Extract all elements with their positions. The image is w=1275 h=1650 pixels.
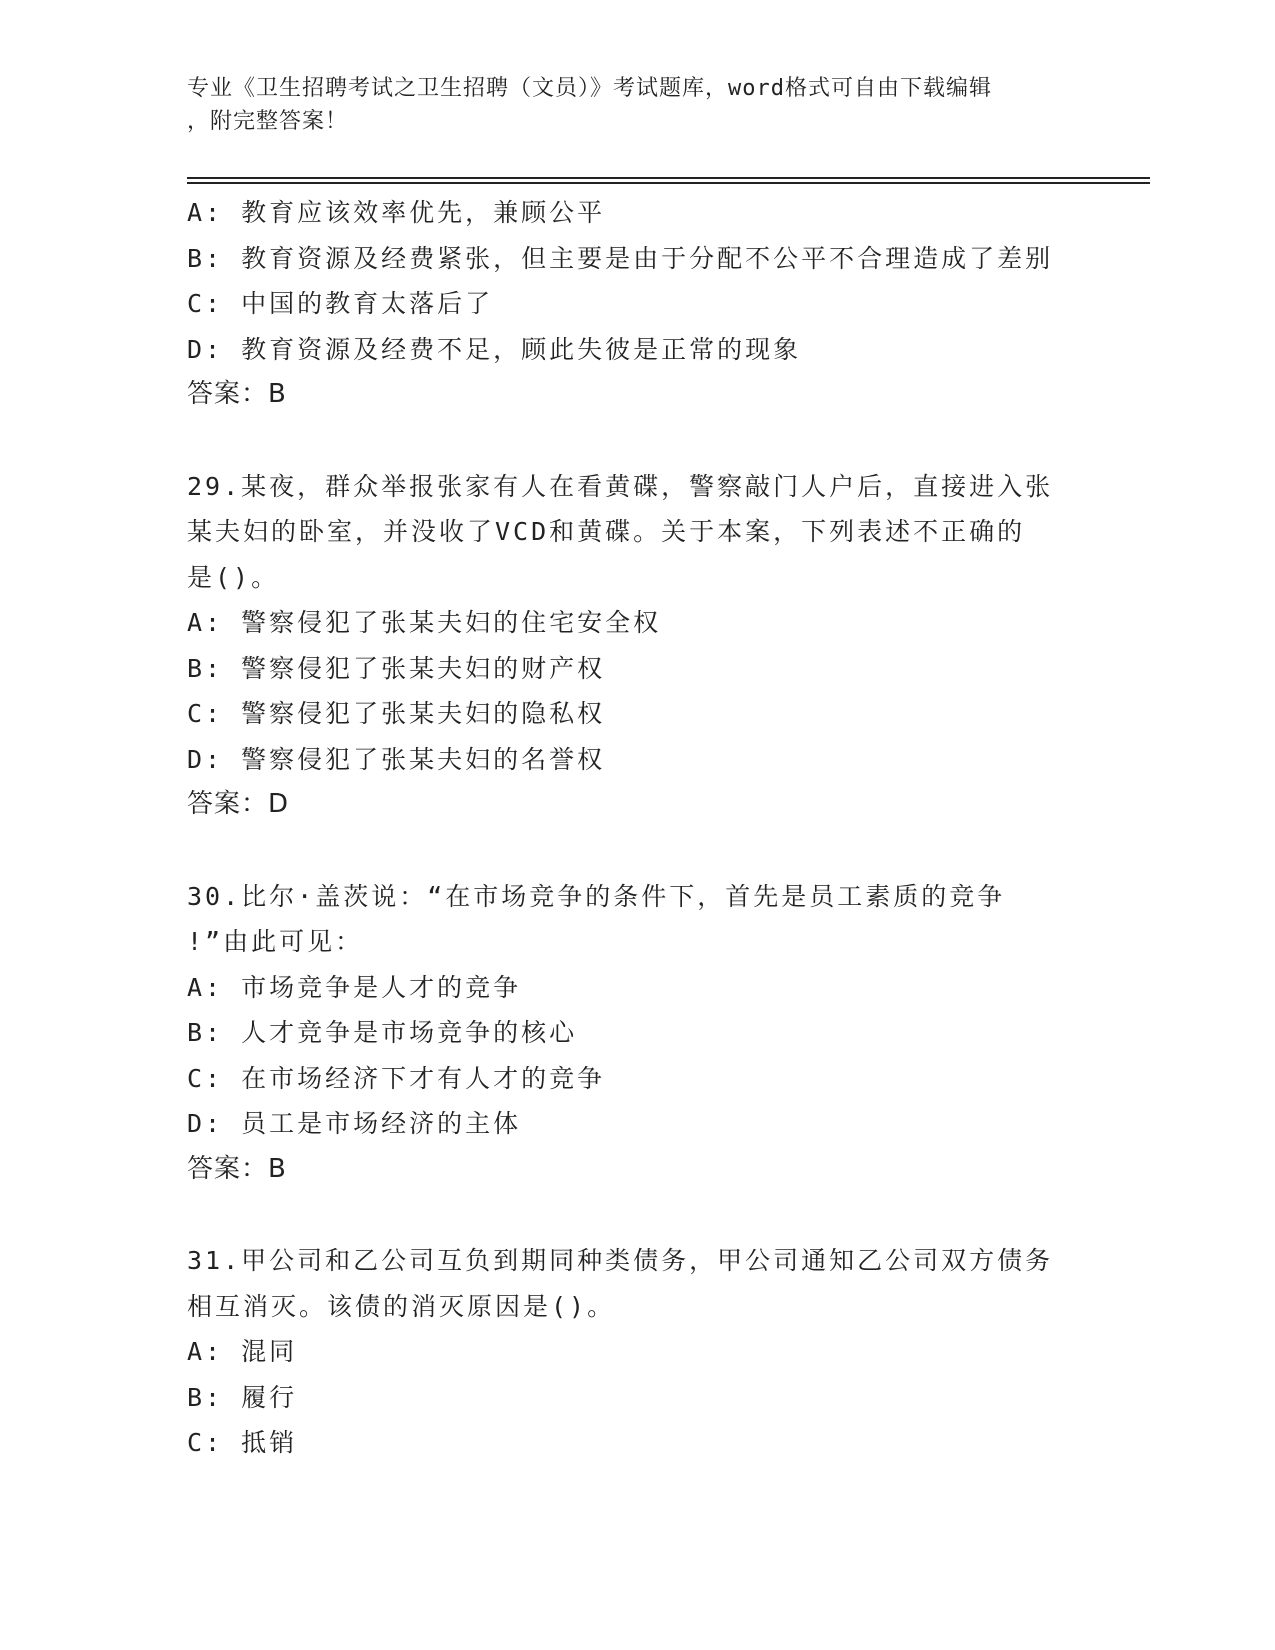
option-c: C: 警察侵犯了张某夫妇的隐私权 — [187, 699, 606, 728]
question-stem-line: 是()。 — [187, 562, 280, 592]
question-31 — [187, 1238, 1087, 1466]
option-c: C: 在市场经济下才有人才的竞争 — [187, 1063, 606, 1093]
question-30 — [187, 874, 1087, 1193]
header-divider-bottom — [187, 182, 1150, 184]
option-a: A: 市场竞争是人才的竞争 — [187, 972, 522, 1002]
question-28 — [187, 190, 1087, 418]
option-d: D: 员工是市场经济的主体 — [187, 1109, 522, 1138]
header-line-2: ，附完整答案！ — [187, 109, 349, 134]
option-c: C: 中国的教育太落后了 — [187, 289, 494, 318]
option-b: B: 履行 — [187, 1382, 298, 1412]
document-header — [187, 72, 1067, 138]
option-a: A: 警察侵犯了张某夫妇的住宅安全权 — [187, 608, 662, 637]
answer: 答案：B — [187, 379, 287, 409]
header-divider-top — [187, 177, 1150, 179]
option-b: B: 人才竞争是市场竞争的核心 — [187, 1018, 578, 1047]
spacer — [187, 418, 1087, 464]
question-stem-line: 相互消灭。该债的消灭原因是()。 — [187, 1291, 616, 1321]
option-c: C: 抵销 — [187, 1428, 298, 1457]
question-stem-line: !”由此可见： — [187, 927, 364, 956]
option-d: D: 警察侵犯了张某夫妇的名誉权 — [187, 744, 606, 774]
option-b: B: 警察侵犯了张某夫妇的财产权 — [187, 653, 606, 683]
option-b: B: 教育资源及经费紧张，但主要是由于分配不公平不合理造成了差别 — [187, 243, 1054, 273]
question-stem-line: 某夫妇的卧室，并没收了VCD和黄碟。关于本案，下列表述不正确的 — [187, 517, 1026, 546]
answer: 答案：B — [187, 1153, 287, 1184]
question-stem-line: 30.比尔·盖茨说：“在市场竞争的条件下，首先是员工素质的竞争 — [187, 881, 1006, 911]
option-a: A: 混同 — [187, 1337, 298, 1366]
question-stem-line: 31.甲公司和乙公司互负到期同种类债务，甲公司通知乙公司双方债务 — [187, 1246, 1054, 1275]
header-line-1: 专业《卫生招聘考试之卫生招聘（文员）》考试题库，word格式可自由下载编辑 — [187, 76, 992, 101]
spacer — [187, 1192, 1087, 1238]
question-stem-line: 29.某夜，群众举报张家有人在看黄碟，警察敲门人户后，直接进入张 — [187, 471, 1054, 501]
option-d: D: 教育资源及经费不足，顾此失彼是正常的现象 — [187, 334, 802, 364]
option-a: A: 教育应该效率优先，兼顾公平 — [187, 198, 606, 227]
answer: 答案：D — [187, 789, 290, 819]
spacer — [187, 828, 1087, 874]
question-list — [187, 190, 1087, 1466]
question-29 — [187, 464, 1087, 828]
